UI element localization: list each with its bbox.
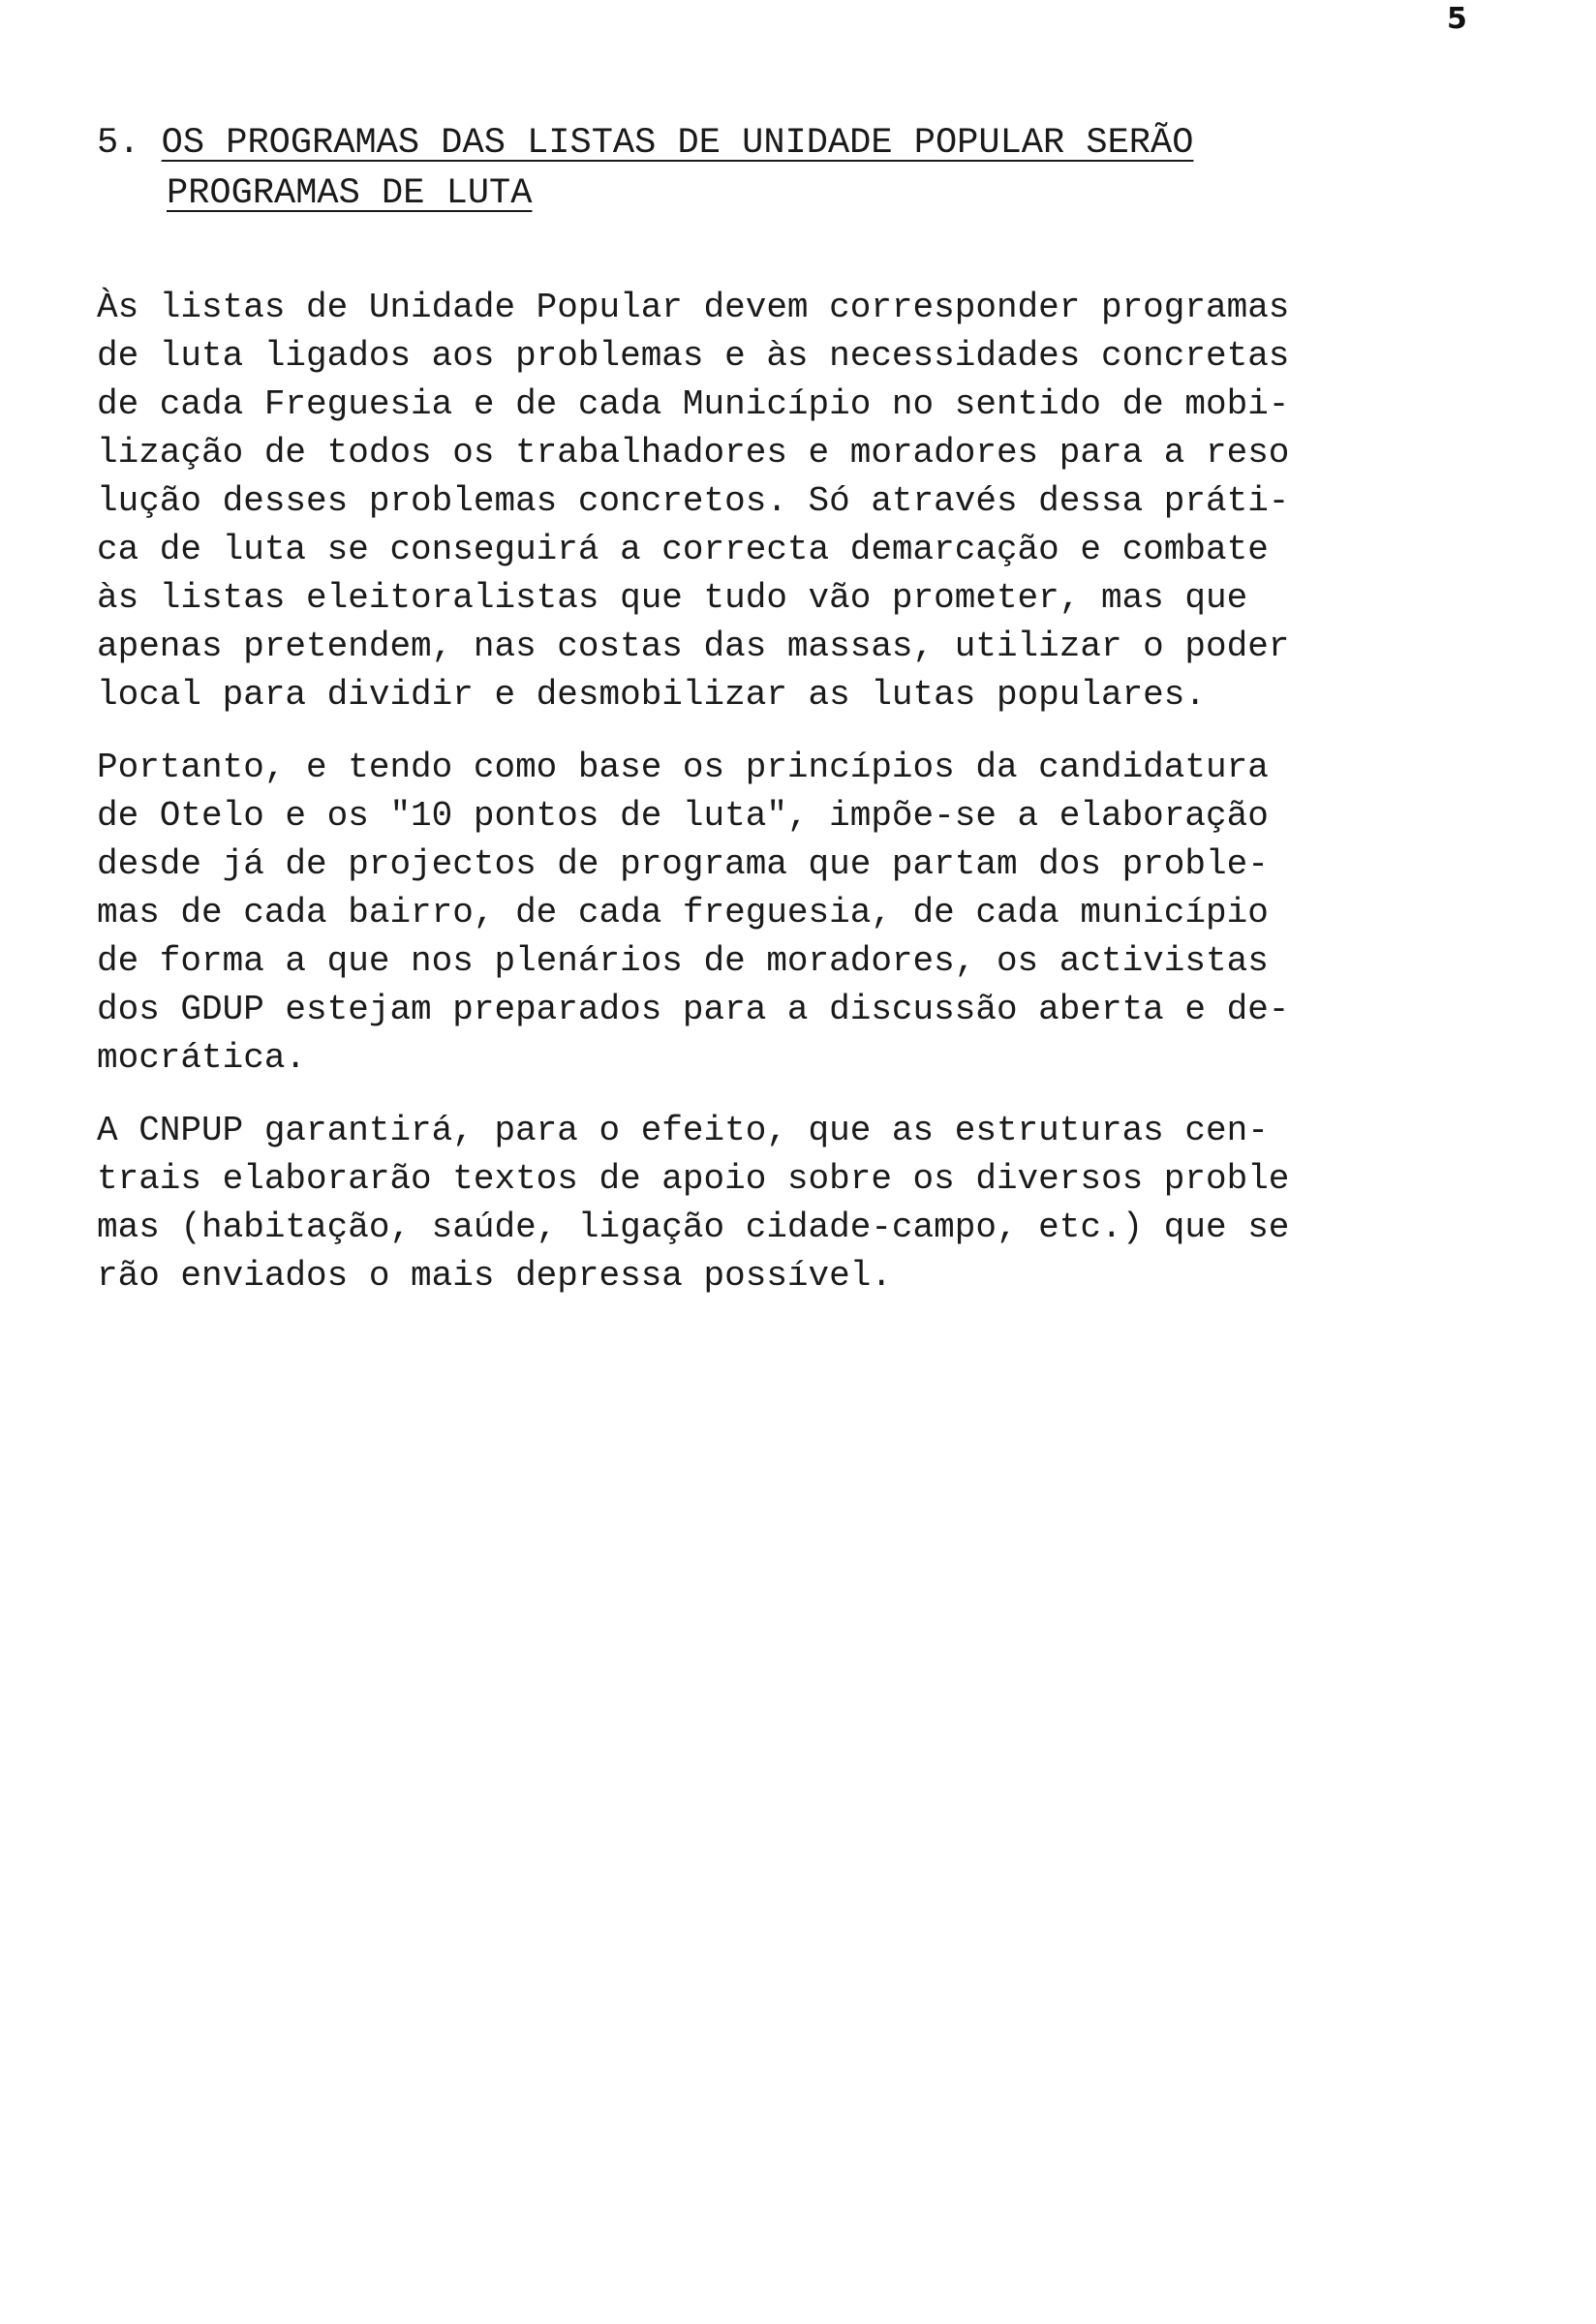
- text-line: de luta ligados aos problemas e às necessidades concretas: [97, 336, 1290, 376]
- text-line: lução desses problemas concretos. Só através dessa práti-: [97, 481, 1290, 521]
- heading-title-line-1: OS PROGRAMAS DAS LISTAS DE UNIDADE POPULAR SERÃO: [161, 123, 1194, 164]
- text-line: dos GDUP estejam preparados para a discussão aberta e de-: [97, 990, 1290, 1029]
- heading-title-line-2: PROGRAMAS DE LUTA: [167, 173, 533, 214]
- text-line: rão enviados o mais depressa possível.: [97, 1256, 892, 1296]
- text-line: trais elaborarão textos de apoio sobre os diversos proble: [97, 1159, 1290, 1199]
- heading-line-1: [97, 118, 1356, 168]
- text-line: ca de luta se conseguirá a correcta demarcação e combate: [97, 530, 1269, 569]
- paragraph-2: [97, 744, 1491, 1083]
- text-line: mas (habitação, saúde, ligação cidade-campo, etc.) que se: [97, 1208, 1290, 1247]
- page-number: 5: [1447, 2, 1467, 36]
- text-line: de forma a que nos plenários de moradores, os activistas: [97, 941, 1269, 981]
- section-heading: [97, 118, 1356, 219]
- text-line: Portanto, e tendo como base os princípios da candidatura: [97, 748, 1269, 787]
- text-line: de cada Freguesia e de cada Município no sentido de mobi-: [97, 384, 1290, 424]
- text-line: lização de todos os trabalhadores e moradores para a reso: [97, 433, 1290, 473]
- text-line: desde já de projectos de programa que partam dos proble-: [97, 844, 1269, 884]
- paragraph-1: [97, 284, 1491, 719]
- text-line: às listas eleitoralistas que tudo vão prometer, mas que: [97, 578, 1248, 618]
- heading-number: 5.: [97, 123, 140, 164]
- text-line: mocrática.: [97, 1038, 307, 1078]
- text-line: de Otelo e os "10 pontos de luta", impõe-se a elaboração: [97, 796, 1269, 836]
- text-line: apenas pretendem, nas costas das massas, utilizar o poder: [97, 627, 1290, 666]
- text-line: mas de cada bairro, de cada freguesia, de cada município: [97, 893, 1269, 933]
- heading-line-2: [97, 168, 1356, 219]
- paragraph-3: [97, 1107, 1491, 1300]
- text-line: local para dividir e desmobilizar as lutas populares.: [97, 675, 1206, 715]
- text-line: Às listas de Unidade Popular devem corresponder programas: [97, 288, 1290, 327]
- body-text: [97, 284, 1491, 1325]
- text-line: A CNPUP garantirá, para o efeito, que as estruturas cen-: [97, 1111, 1269, 1150]
